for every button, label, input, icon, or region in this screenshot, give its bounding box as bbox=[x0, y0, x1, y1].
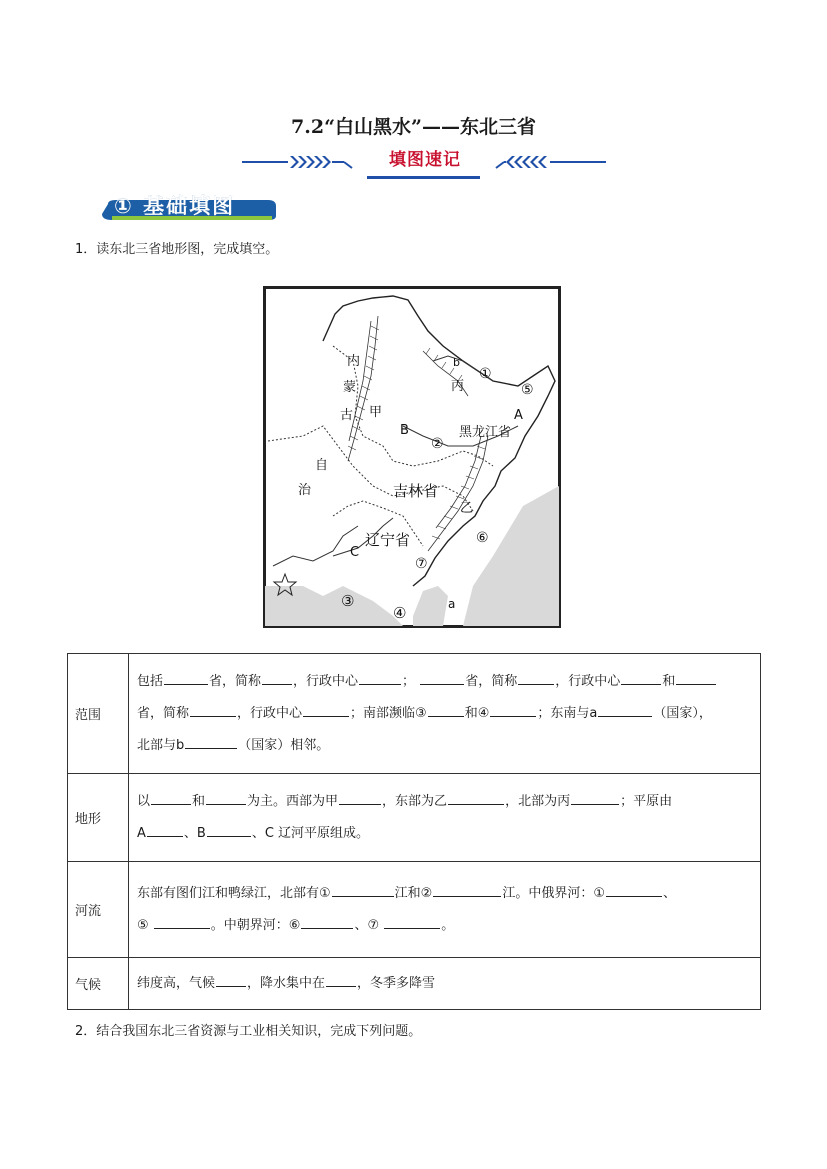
row-label: 气候 bbox=[68, 958, 129, 1010]
table-row bbox=[68, 862, 761, 958]
blank-field[interactable] bbox=[518, 670, 554, 685]
banner-underline bbox=[367, 176, 480, 179]
map-label: ⑤ bbox=[521, 382, 534, 398]
fill-in-table bbox=[67, 653, 761, 1010]
map-label: 黑龙江省 bbox=[459, 425, 512, 440]
blank-field[interactable] bbox=[598, 702, 652, 717]
question-1: 1．读东北三省地形图，完成填空。 bbox=[75, 242, 279, 257]
map-label: 蒙 bbox=[343, 380, 357, 395]
map-label: ② bbox=[431, 436, 444, 452]
blank-field[interactable] bbox=[185, 734, 237, 749]
map-label: 治 bbox=[298, 483, 312, 498]
row-content: 以 和 为主。西部为甲 ，东部为乙 ，北部为丙 ；平原由 A 、B 、C 辽河平原组成。 bbox=[129, 774, 761, 862]
blank-field[interactable] bbox=[151, 790, 191, 805]
chevron-left-icon bbox=[506, 156, 547, 168]
map-label: 甲 bbox=[369, 405, 383, 420]
map-label: 自 bbox=[315, 458, 329, 473]
row-content: 纬度高，气候 ，降水集中在 ，冬季多降雪 bbox=[129, 958, 761, 1010]
blank-field[interactable] bbox=[262, 670, 292, 685]
row-label: 河流 bbox=[68, 862, 129, 958]
map-label: C bbox=[350, 545, 360, 560]
map-label: 丙 bbox=[451, 379, 465, 394]
row-content: 东部有图们江和鸭绿江，北部有① 江和② 江。中俄界河：① 、 ⑤ 。中朝界河：⑥ 、⑦ 。 bbox=[129, 862, 761, 958]
blank-field[interactable] bbox=[339, 790, 381, 805]
row-label: 地形 bbox=[68, 774, 129, 862]
blank-field[interactable] bbox=[621, 670, 661, 685]
blank-field[interactable] bbox=[490, 702, 536, 717]
blank-field[interactable] bbox=[164, 670, 208, 685]
blank-field[interactable] bbox=[301, 914, 353, 929]
blank-field[interactable] bbox=[147, 822, 183, 837]
blank-field[interactable] bbox=[207, 822, 251, 837]
map-label: ③ bbox=[341, 592, 355, 610]
map-label: 乙 bbox=[460, 501, 474, 516]
blank-field[interactable] bbox=[332, 882, 394, 897]
blank-field[interactable] bbox=[420, 670, 464, 685]
blank-field[interactable] bbox=[190, 702, 236, 717]
blank-field[interactable] bbox=[676, 670, 716, 685]
blank-field[interactable] bbox=[326, 972, 356, 987]
map-label: 辽宁省 bbox=[365, 531, 411, 549]
northeast-china-map bbox=[263, 286, 561, 628]
table-row bbox=[68, 958, 761, 1010]
table-row bbox=[68, 654, 761, 774]
map-label: ⑥ bbox=[476, 530, 489, 546]
map-label: ④ bbox=[393, 604, 407, 622]
blank-field[interactable] bbox=[606, 882, 662, 897]
blank-field[interactable] bbox=[448, 790, 504, 805]
question-2: 2．结合我国东北三省资源与工业相关知识，完成下列问题。 bbox=[75, 1024, 422, 1039]
blank-field[interactable] bbox=[428, 702, 464, 717]
map-label: 古 bbox=[340, 408, 354, 423]
section-title bbox=[114, 190, 235, 220]
section-number: ① bbox=[114, 194, 134, 218]
map-label: ⑦ bbox=[415, 556, 428, 572]
map-label: 内 bbox=[347, 354, 361, 369]
chevron-right-icon bbox=[290, 156, 331, 168]
blank-field[interactable] bbox=[154, 914, 210, 929]
blank-field[interactable] bbox=[571, 790, 619, 805]
blank-field[interactable] bbox=[216, 972, 246, 987]
blank-field[interactable] bbox=[359, 670, 401, 685]
table-row bbox=[68, 774, 761, 862]
map-label: b bbox=[453, 356, 460, 369]
blank-field[interactable] bbox=[303, 702, 349, 717]
blank-field[interactable] bbox=[384, 914, 440, 929]
banner-label: 填图速记 bbox=[389, 150, 461, 170]
map-label: A bbox=[514, 408, 523, 423]
map-label: ① bbox=[479, 366, 492, 382]
row-label: 范围 bbox=[68, 654, 129, 774]
blank-field[interactable] bbox=[206, 790, 246, 805]
page-title: 7.2“白山黑水”——东北三省 bbox=[291, 116, 536, 138]
row-content: 包括 省，简称 ，行政中心 ； 省，简称 ，行政中心 和 省，简称 ，行政中心 ；南部濒临③ 和④ ；东南与a （国家）， 北部与b （国家）相邻。 bbox=[129, 654, 761, 774]
map-label: 吉林省 bbox=[393, 482, 439, 500]
blank-field[interactable] bbox=[433, 882, 501, 897]
section-label: 基础填图 bbox=[143, 194, 236, 218]
map-label: a bbox=[448, 597, 456, 611]
map-label: B bbox=[400, 423, 409, 438]
